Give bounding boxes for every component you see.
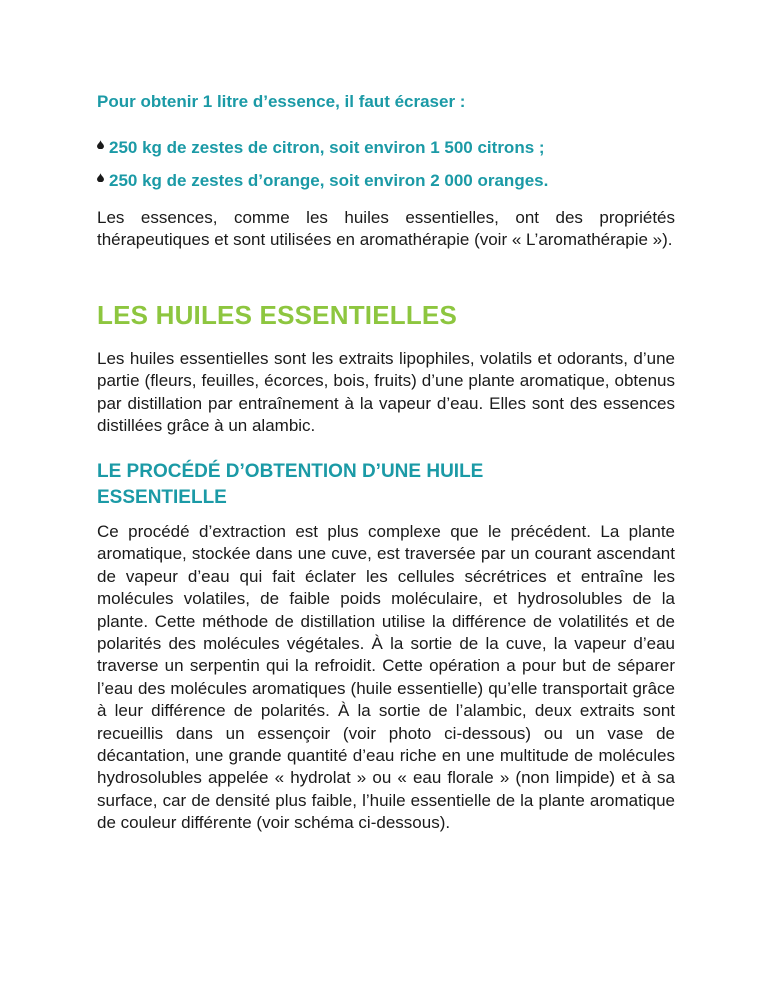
bullet-text: 250 kg de zestes d’orange, soit environ 2 000 oranges. — [109, 170, 549, 190]
list-item — [97, 131, 548, 164]
heading-huiles-essentielles: LES HUILES ESSENTIELLES — [97, 300, 457, 330]
drop-icon — [97, 140, 104, 149]
heading-procede: LE PROCÉDÉ D’OBTENTION D’UNE HUILE ESSENTIELLE — [97, 461, 484, 508]
paragraph-essences: Les essences, comme les huiles essentielles, ont des propriétés thérapeutiques et sont utilisées en aromathérapie (voir « L’aromathérapie »). — [97, 208, 675, 250]
paragraph-procede: Ce procédé d’extraction est plus complexe que le précédent. La plante aromatique, stockée dans une cuve, est traversée par un courant ascendant de vapeur d’eau qui fait éclater les cellules sécrétrices et entraîne les molécules volatiles, de faible poids moléculaire, et hydrosolubles de la plante. Cette méthode de distillation utilise la différence de volatilités et de polarités des molécules végétales. À la sortie de la cuve, la vapeur d’eau traverse un serpentin qui la refroidit. Cette opération a pour but de séparer l’eau des molécules aromatiques (huile essentielle) qu’elle transportait grâce à leur différence de polarités. À la sortie de l’alambic, deux extraits sont recueillis dans un essençoir (voir photo ci-dessous) ou un vase de décantation, une grande quantité d’eau riche en une multitude de molécules hydrosolubles appelée « hydrolat » ou « eau florale » (non limpide) et à sa surface, car de densité plus faible, l’huile essentielle de la plante aromatique de couleur différente (voir schéma ci-dessous). — [97, 522, 675, 833]
bullet-list — [97, 131, 548, 197]
drop-icon — [97, 173, 104, 182]
list-item — [97, 164, 548, 197]
intro-line: Pour obtenir 1 litre d’essence, il faut écraser : — [97, 92, 466, 111]
paragraph-definition: Les huiles essentielles sont les extraits lipophiles, volatils et odorants, d’une partie (fleurs, feuilles, écorces, bois, fruits) d’une plante aromatique, obtenus par distillation par entraînement à la vapeur d’eau. Elles sont des essences distillées grâce à un alambic. — [97, 349, 675, 436]
bullet-text: 250 kg de zestes de citron, soit environ 1 500 citrons ; — [109, 137, 545, 157]
